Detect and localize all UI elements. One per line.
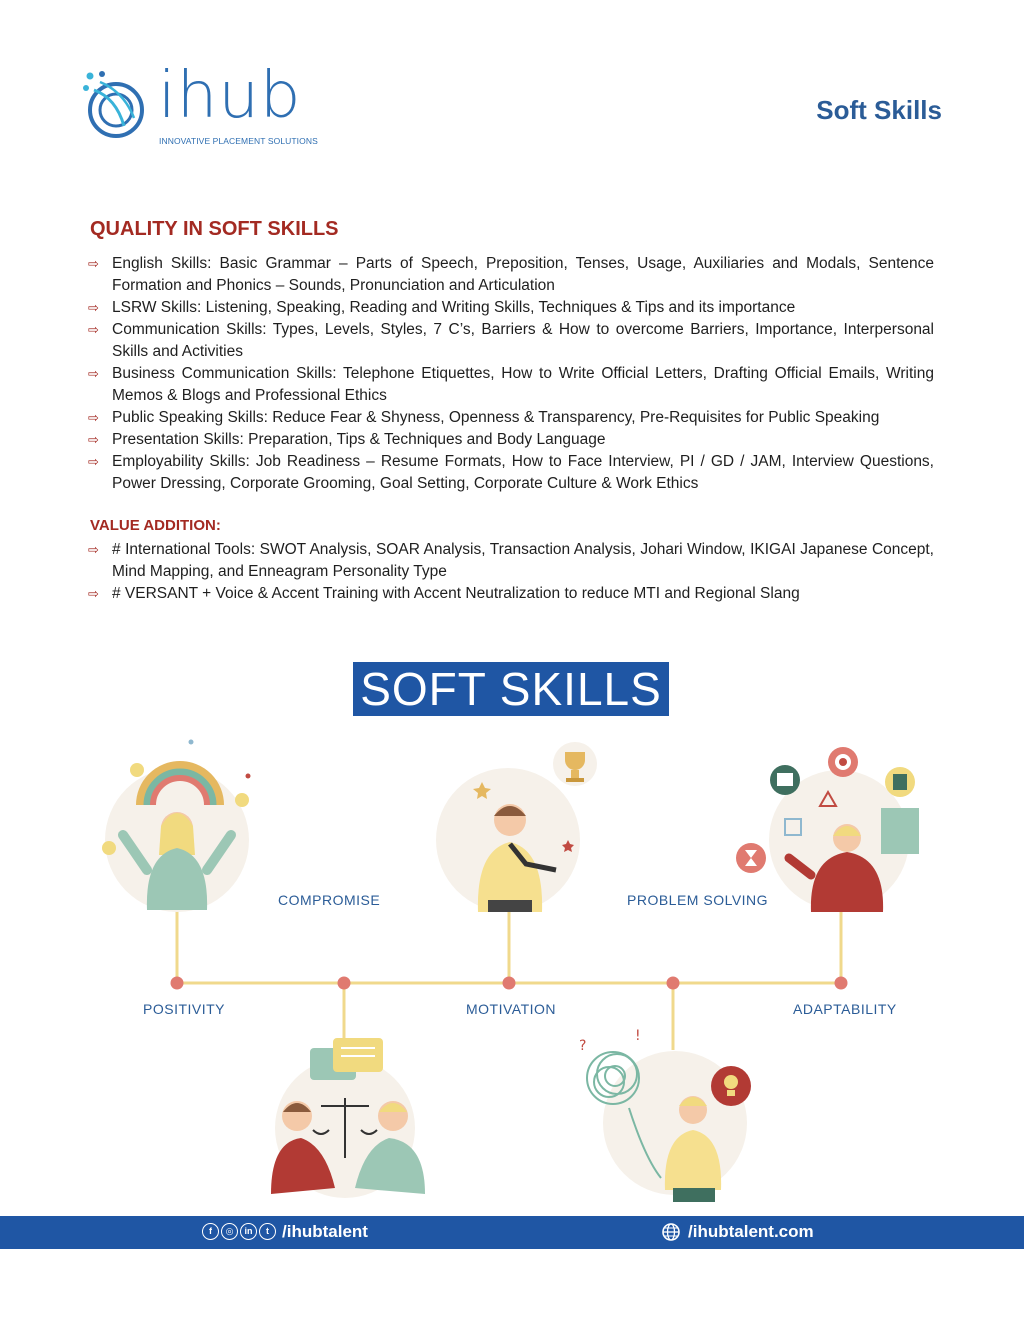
arrow-bullet-icon: ⇨ bbox=[88, 454, 99, 469]
website-link[interactable]: /ihubtalent.com bbox=[688, 1222, 814, 1241]
globe-icon bbox=[661, 1222, 681, 1242]
twitter-icon[interactable]: t bbox=[259, 1223, 276, 1240]
motivation-illustration bbox=[430, 740, 610, 920]
page-footer bbox=[0, 1216, 1024, 1249]
linkedin-icon[interactable]: in bbox=[240, 1223, 257, 1240]
label-motivation: MOTIVATION bbox=[466, 1001, 557, 1017]
list-item: ⇨ LSRW Skills: Listening, Speaking, Reading and Writing Skills, Techniques & Tips and its importance bbox=[88, 297, 934, 319]
list-item: ⇨ Presentation Skills: Preparation, Tips & Techniques and Body Language bbox=[88, 429, 934, 451]
list-item: ⇨ # VERSANT + Voice & Accent Training with Accent Neutralization to reduce MTI and Regional Slang bbox=[88, 583, 934, 605]
adaptability-illustration bbox=[565, 1028, 765, 1208]
social-icons bbox=[202, 1223, 276, 1240]
page-header bbox=[0, 0, 1024, 180]
logo-mark-icon bbox=[80, 68, 160, 148]
arrow-bullet-icon: ⇨ bbox=[88, 300, 99, 315]
label-problem-solving: PROBLEM SOLVING bbox=[627, 892, 769, 908]
instagram-icon[interactable]: ◎ bbox=[221, 1223, 238, 1240]
page-title: Soft Skills bbox=[816, 95, 942, 125]
facebook-icon[interactable]: f bbox=[202, 1223, 219, 1240]
logo-tagline: INNOVATIVE PLACEMENT SOLUTIONS bbox=[159, 136, 318, 146]
list-item: ⇨ Employability Skills: Job Readiness – Resume Formats, How to Face Interview, PI / GD / JAM, Interview Questions, Power Dressing, Corporate Grooming, Goal Setting, Corporate Culture & Work Ethics bbox=[88, 453, 934, 492]
quality-list bbox=[88, 253, 934, 495]
list-item: ⇨ English Skills: Basic Grammar – Parts of Speech, Preposition, Tenses, Usage, Auxiliaries and Modals, Sentence Formation and Phonics – Sounds, Pronunciation and Articulation bbox=[88, 255, 934, 294]
list-item: ⇨ Communication Skills: Types, Levels, Styles, 7 C’s, Barriers & How to overcome Barriers, Importance, Interpersonal Skills and Activities bbox=[88, 321, 934, 360]
value-addition-list bbox=[88, 539, 934, 605]
arrow-bullet-icon: ⇨ bbox=[88, 410, 99, 425]
list-item: ⇨ Business Communication Skills: Telephone Etiquettes, How to Write Official Letters, Drafting Official Emails, Writing Memos & Blogs and Professional Ethics bbox=[88, 365, 934, 404]
list-item: ⇨ Public Speaking Skills: Reduce Fear & Shyness, Openness & Transparency, Pre-Requisites for Public Speaking bbox=[88, 407, 934, 429]
social-handle-link[interactable]: /ihubtalent bbox=[282, 1222, 368, 1241]
ihub-logo bbox=[80, 59, 330, 154]
logo-wordmark: ihub bbox=[158, 59, 302, 133]
soft-skills-diagram bbox=[0, 720, 1024, 1215]
svg-text:?: ? bbox=[579, 1038, 587, 1054]
arrow-bullet-icon: ⇨ bbox=[88, 322, 99, 337]
quality-heading: QUALITY IN SOFT SKILLS bbox=[90, 218, 339, 240]
arrow-bullet-icon: ⇨ bbox=[88, 432, 99, 447]
svg-text:!: ! bbox=[635, 1028, 641, 1044]
banner-text: SOFT SKILLS bbox=[360, 663, 662, 715]
positivity-illustration bbox=[95, 730, 265, 930]
label-adaptability: ADAPTABILITY bbox=[793, 1001, 897, 1017]
compromise-illustration bbox=[265, 1038, 435, 1208]
value-addition-heading: VALUE ADDITION: bbox=[90, 517, 221, 534]
arrow-bullet-icon: ⇨ bbox=[88, 586, 99, 601]
list-item: ⇨ # International Tools: SWOT Analysis, SOAR Analysis, Transaction Analysis, Johari Window, IKIGAI Japanese Concept, Mind Mapping, and Enneagram Personality Type bbox=[88, 541, 934, 580]
label-compromise: COMPROMISE bbox=[278, 892, 381, 908]
soft-skills-banner bbox=[353, 662, 669, 716]
arrow-bullet-icon: ⇨ bbox=[88, 256, 99, 271]
arrow-bullet-icon: ⇨ bbox=[88, 542, 99, 557]
arrow-bullet-icon: ⇨ bbox=[88, 366, 99, 381]
label-positivity: POSITIVITY bbox=[143, 1001, 226, 1017]
